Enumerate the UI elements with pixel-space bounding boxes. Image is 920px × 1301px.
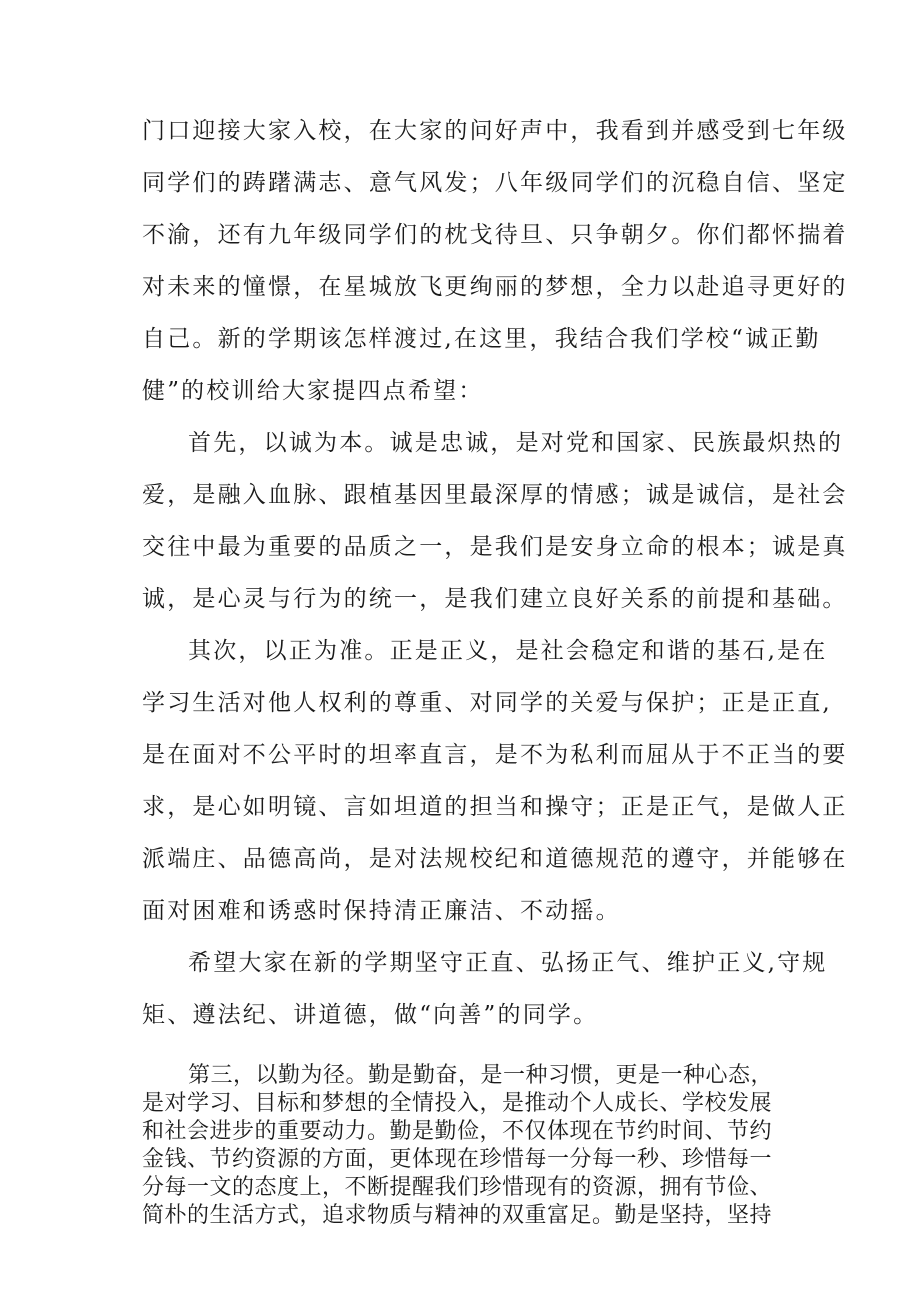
- text-line: 希望大家在新的学期坚守正直、弘扬正气、维护正义,守规: [188, 950, 828, 976]
- text-line: 求，是心如明镜、言如坦道的担当和操守；正是正气，是做人正: [142, 794, 848, 820]
- text-line: 首先，以诚为本。诚是忠诚，是对党和国家、民族最炽热的: [188, 430, 844, 456]
- text-line: 学习生活对他人权利的尊重、对同学的关爱与保护；正是正直,: [142, 690, 832, 716]
- text-line: 金钱、节约资源的方面，更体现在珍惜每一分每一秒、珍惜每一: [142, 1147, 773, 1172]
- text-line: 爱，是融入血脉、跟植基因里最深厚的情感；诚是诚信，是社会: [142, 482, 848, 508]
- text-line: 第三，以勤为径。勤是勤奋，是一种习惯，更是一种心态，: [188, 1063, 774, 1088]
- text-line: 简朴的生活方式，追求物质与精神的双重富足。勤是坚持，坚持: [142, 1203, 773, 1228]
- text-line: 派端庄、品德高尚，是对法规校纪和道德规范的遵守，并能够在: [142, 846, 848, 872]
- text-line: 其次，以正为准。正是正义，是社会稳定和谐的基石,是在: [188, 638, 828, 664]
- text-line: 和社会进步的重要动力。勤是勤俭，不仅体现在节约时间、节约: [142, 1119, 773, 1144]
- text-line: 矩、遵法纪、讲道德，做“向善”的同学。: [142, 1002, 599, 1028]
- text-line: 同学们的踌躇满志、意气风发；八年级同学们的沉稳自信、坚定: [142, 170, 848, 196]
- text-line: 是在面对不公平时的坦率直言，是不为私利而屈从于不正当的要: [142, 742, 848, 768]
- text-line: 自己。新的学期该怎样渡过,在这里，我结合我们学校“诚正勤: [142, 326, 821, 352]
- text-line: 面对困难和诱惑时保持清正廉洁、不动摇。: [142, 898, 621, 924]
- text-line: 分每一文的态度上，不断提醒我们珍惜现有的资源，拥有节俭、: [142, 1175, 773, 1200]
- text-line: 健”的校训给大家提四点希望：: [142, 378, 484, 404]
- text-line: 门口迎接大家入校，在大家的问好声中，我看到并感受到七年级: [142, 118, 848, 144]
- text-line: 不渝，还有九年级同学们的枕戈待旦、只争朝夕。你们都怀揣着: [142, 222, 848, 248]
- text-line: 交往中最为重要的品质之一，是我们是安身立命的根本；诚是真: [142, 534, 848, 560]
- text-line: 诚，是心灵与行为的统一，是我们建立良好关系的前提和基础。: [142, 586, 848, 612]
- text-line: 对未来的憧憬，在星城放飞更绚丽的梦想，全力以赴追寻更好的: [142, 274, 848, 300]
- text-line: 是对学习、目标和梦想的全情投入，是推动个人成长、学校发展: [142, 1091, 773, 1116]
